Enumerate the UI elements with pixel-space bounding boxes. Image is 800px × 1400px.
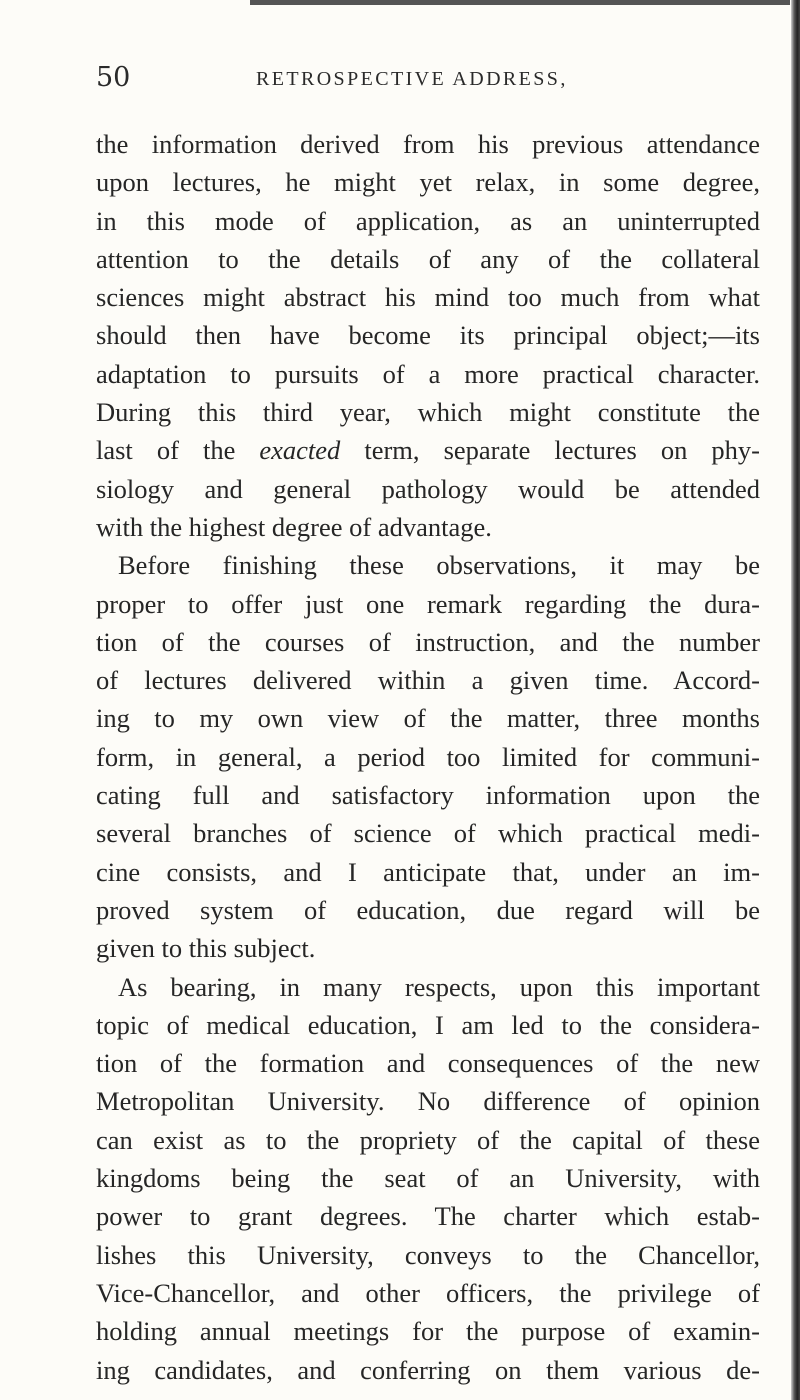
page-number: 50 xyxy=(96,62,131,93)
text-line: adaptation to pursuits of a more practical character. xyxy=(96,358,760,389)
text-line: As bearing, in many respects, upon this important xyxy=(118,971,760,1002)
text-line: tion of the courses of instruction, and the number xyxy=(96,626,760,657)
text-line: attention to the details of any of the collateral xyxy=(96,243,760,274)
text-line: lishes this University, conveys to the Chancellor, xyxy=(96,1239,760,1270)
text-line: of lectures delivered within a given time. Accord- xyxy=(96,665,760,696)
text-line: Before finishing these observations, it may be xyxy=(118,550,760,581)
text-line: the information derived from his previous attendance xyxy=(96,129,760,159)
text-line: kingdoms being the seat of an University, with xyxy=(96,1163,760,1194)
text-line: ing candidates, and conferring on them various de- xyxy=(96,1354,760,1385)
text-line: sciences might abstract his mind too much from what xyxy=(96,282,760,313)
text-line: in this mode of application, as an uninterrupted xyxy=(96,205,760,236)
text-line: Vice-Chancellor, and other officers, the privilege of xyxy=(96,1277,760,1308)
text-line: holding annual meetings for the purpose of examin- xyxy=(96,1316,760,1347)
text-line: form, in general, a period too limited for communi- xyxy=(96,741,760,772)
text-line: cine consists, and I anticipate that, under an im- xyxy=(96,856,760,887)
text-line: given to this subject. xyxy=(96,933,316,964)
text-line: upon lectures, he might yet relax, in some degree, xyxy=(96,167,760,198)
text-line: cating full and satisfactory information upon the xyxy=(96,780,760,811)
running-head: RETROSPECTIVE ADDRESS, xyxy=(256,68,568,90)
text-line: siology and general pathology would be attended xyxy=(96,473,760,504)
top-edge-rule xyxy=(250,0,790,5)
text-line: Metropolitan University. No difference of opinion xyxy=(96,1086,760,1117)
text-line: last of the exacted term, separate lectures on phy- xyxy=(96,435,760,466)
text-line: tion of the formation and consequences of the new xyxy=(96,1048,760,1079)
text-line: ing to my own view of the matter, three months xyxy=(96,703,760,734)
text-line: proper to offer just one remark regarding the dura- xyxy=(96,588,760,619)
italic-word: exacted xyxy=(259,435,341,466)
page-header xyxy=(96,62,756,102)
text-line: power to grant degrees. The charter which estab- xyxy=(96,1201,760,1232)
text-line: with the highest degree of advantage. xyxy=(96,511,492,542)
text-line: several branches of science of which practical medi- xyxy=(96,818,760,849)
text-line: During this third year, which might constitute the xyxy=(96,397,760,428)
text-line: can exist as to the propriety of the capital of these xyxy=(96,1124,760,1155)
page-edge-shadow xyxy=(791,0,800,1400)
body-text xyxy=(96,125,760,1389)
text-line: proved system of education, due regard will be xyxy=(96,894,760,925)
text-line: topic of medical education, I am led to the considera- xyxy=(96,1009,760,1040)
text-line: should then have become its principal object;—its xyxy=(96,320,760,351)
